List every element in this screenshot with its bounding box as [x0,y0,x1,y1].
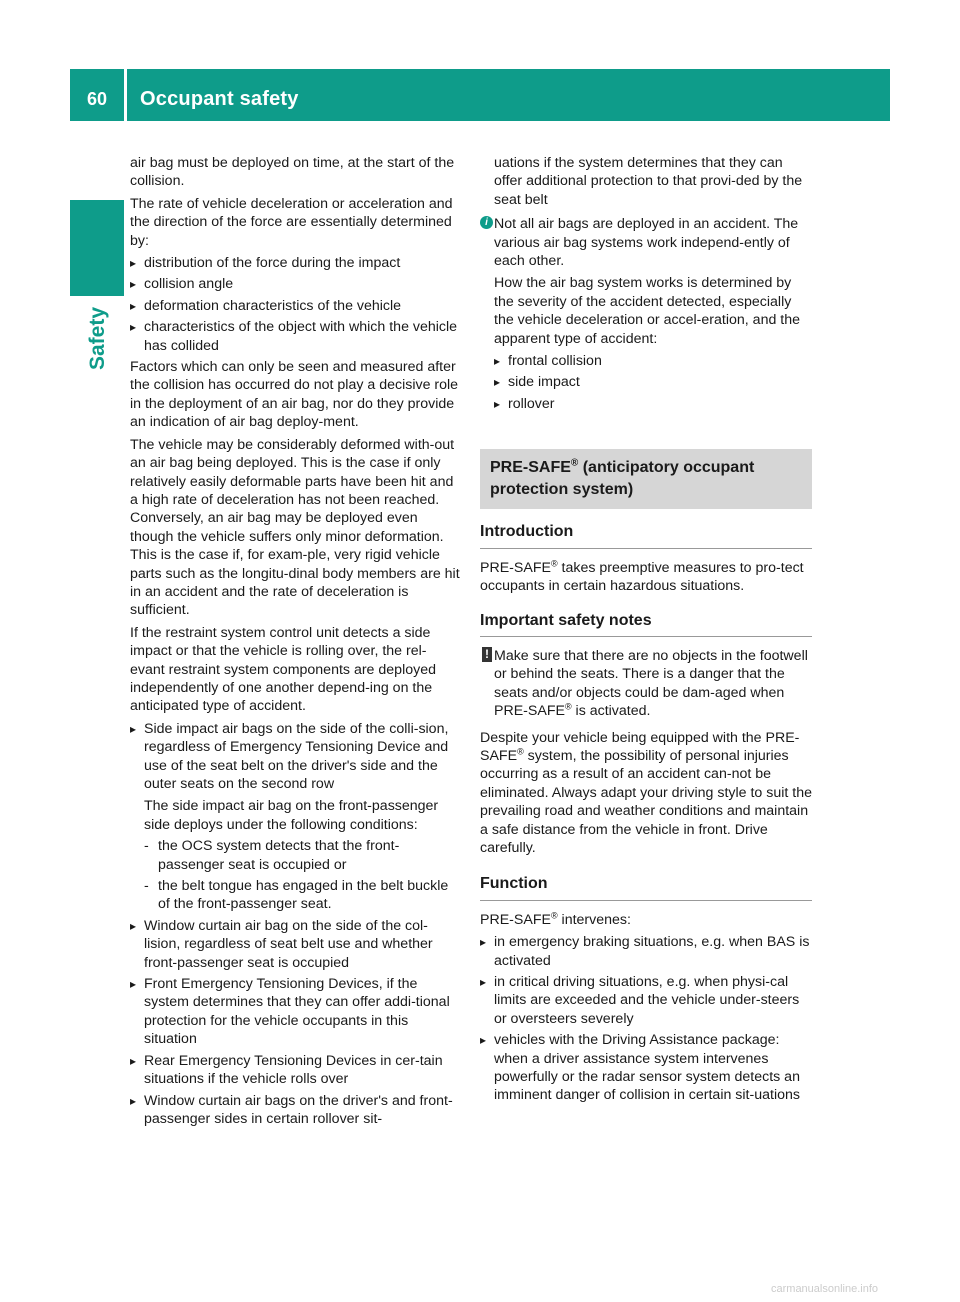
subheading-function: Function [480,875,812,900]
text: takes preemptive measures to pro-tect occupants in certain hazardous situations. [480,559,804,595]
list-item: ▸ distribution of the force during the impact [130,254,461,272]
paragraph [480,729,812,858]
list-item: ▸ frontal collision [494,352,812,370]
section-heading-text: (anticipatory occupant protection system) [490,459,755,499]
registered-mark: ® [550,557,558,568]
list-item: ▸ Front Emergency Tensioning Devices, if the system determines that they can offer addi-tional protection for the vehicle occupants in this situation [130,975,461,1049]
list-item: ▸ side impact [494,373,812,391]
list-item: ▸ collision angle [130,275,461,293]
list-item: ▸ deformation characteristics of the vehicle [130,297,461,315]
section-heading-text: PRE-SAFE [490,459,571,477]
dash-item [130,877,461,914]
section-label: Safety [86,306,109,370]
dash-item-text: the OCS system detects that the front-passenger seat is occupied or [158,838,400,873]
watermark: carmanualsonline.info [771,1283,879,1295]
list-item: ▸ Window curtain air bag on the side of the col-lision, regardless of seat belt use and whether front-passenger seat is occupied [130,917,461,972]
info-text: How the air bag system works is determined by the severity of the accident detected, especially the vehicle deceleration or accel-eration, and the apparent type of accident: [494,275,801,347]
header-divider [124,69,127,121]
list-item [130,720,461,834]
list-sub-paragraph: The side impact air bag on the front-passenger side deploys under the following conditions: [144,798,439,833]
paragraph: If the restraint system control unit detects a side impact or that the vehicle is rolling over, the rel-evant restraint system components are deployed independently of one another depend-ing on the anticipated type of accident. [130,624,436,715]
text: system, the possibility of personal injuries occurring as a result of an accident can-not be eliminated. Always adapt your driving style to suit the prevailing road and weather conditions and maintain a safe distance from the vehicle in front. Drive carefully. [480,747,812,856]
registered-mark: ® [550,910,558,921]
paragraph: Factors which can only be seen and measured after the collision has occurred do not play a decisive role in the deployment of an air bag, nor do they provide an indication of air bag deploy-ment. [130,359,459,431]
dash-item [130,837,461,874]
list-item-continuation: uations if the system determines that they can offer additional protection to that provi-ded by the seat belt [494,155,803,208]
warning-note [480,647,812,721]
registered-mark: ® [517,746,524,757]
list-item: ▸ in critical driving situations, e.g. when physi-cal limits are exceeded and the vehicle under-steers or oversteers severely [480,973,812,1028]
list-item: ▸ Window curtain air bags on the driver's and front-passenger sides in certain rollover sit- [130,1092,461,1129]
info-text: Not all air bags are deployed in an accident. The various air bag systems work independ-ently of each other. [494,216,799,270]
warning-text: is activated. [571,703,651,720]
dash-mark: - [144,878,149,895]
registered-mark: ® [564,701,572,712]
paragraph: air bag must be deployed on time, at the start of the collision. [130,155,455,190]
paragraph [480,559,812,596]
section-heading [480,449,812,509]
text: PRE-SAFE [480,911,551,928]
left-column [130,154,461,1131]
list-item-text: Side impact air bags on the side of the colli-sion, regardless of Emergency Tensioning Device and use of the seat belt on the driver's side and the outer seats on the second row [144,720,449,792]
list-item: ▸ characteristics of the object with which the vehicle has collided [130,318,461,355]
registered-mark: ® [570,457,579,469]
subheading-introduction: Introduction [480,523,812,548]
list-item: ▸ Rear Emergency Tensioning Devices in cer-tain situations if the vehicle rolls over [130,1052,461,1089]
list-item: ▸ in emergency braking situations, e.g. when BAS is activated [480,933,812,970]
paragraph: The vehicle may be considerably deformed with-out an air bag being deployed. This is the case if only relatively easily deformable parts have been hit and a high rate of deceleration has not been reached. Conversely, an air bag may be deployed even though the vehicle suffers only minor deformation. This is the case if, for exam-ple, very rigid vehicle parts such as the longitu-dinal body members are hit in an accident and the rate of deceleration is sufficient. [130,436,460,619]
right-column [480,154,812,1108]
list-item: ▸ vehicles with the Driving Assistance package: when a driver assistance system intervenes powerfully or the radar sensor system detects an imminent danger of collision in certain sit-uations [480,1031,812,1105]
section-marker [70,200,124,296]
page-title: Occupant safety [140,88,299,110]
list-item: ▸ rollover [494,395,812,413]
dash-item-text: the belt tongue has engaged in the belt buckle of the front-passenger seat. [158,878,449,913]
info-note [480,215,812,413]
subheading-safety-notes: Important safety notes [480,612,812,637]
paragraph: The rate of vehicle deceleration or acceleration and the direction of the force are essentially determined by: [130,195,453,249]
paragraph [480,911,812,929]
text: PRE-SAFE [480,559,551,576]
warning-text: Make sure that there are no objects in the footwell or behind the seats. There is a danger that the seats and/or objects could be dam-aged when PRE-SAFE [494,647,808,720]
dash-mark: - [144,838,149,855]
page-number: 60 [86,89,108,109]
info-icon: i [480,216,493,229]
warning-icon: ! [482,647,492,662]
page-number-box [70,69,124,121]
text: intervenes: [557,911,631,928]
text: Despite your vehicle being equipped with the PRE-SAFE [480,729,800,764]
